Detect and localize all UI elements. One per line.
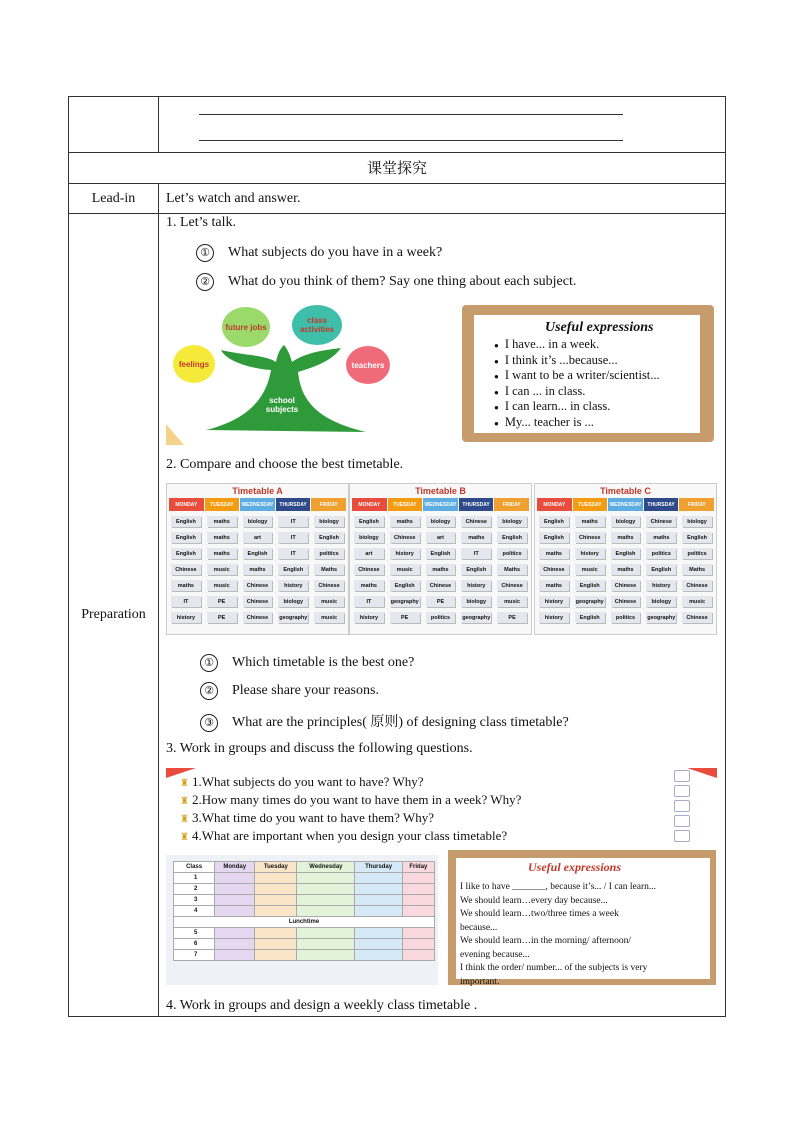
timetable-cell: history bbox=[390, 548, 420, 559]
timetable-cell: music bbox=[314, 596, 344, 607]
useful-expression-line: We should learn…in the morning/ afternoon/ bbox=[460, 936, 631, 946]
discussion-question bbox=[180, 810, 434, 826]
timetable-cell: biology bbox=[682, 516, 712, 527]
day-header: TUESDAY bbox=[388, 498, 423, 511]
timetable-cell: English bbox=[278, 564, 308, 575]
bullet-icon: ● bbox=[494, 356, 499, 366]
timetable-cell: biology bbox=[354, 532, 384, 543]
timetable-cell: Chinese bbox=[611, 580, 641, 591]
timetable-cell: politics bbox=[426, 612, 456, 623]
circle-number: ③ bbox=[200, 714, 218, 732]
timetable-cell: Chinese bbox=[354, 564, 384, 575]
day-header: THURSDAY bbox=[459, 498, 494, 511]
trunk-label: school subjects bbox=[265, 396, 299, 414]
timetable-cell: maths bbox=[207, 516, 237, 527]
question-text: 3.What time do you want to have them? Why? bbox=[191, 810, 434, 825]
trophy-icon: ♜ bbox=[180, 778, 189, 789]
blank-cell: 1 bbox=[174, 873, 215, 884]
timetable-cell: history bbox=[171, 612, 201, 623]
timetable-cell: English bbox=[461, 564, 491, 575]
timetable-cell: Chinese bbox=[243, 612, 273, 623]
circle-number: ① bbox=[200, 654, 218, 672]
timetable-cell: music bbox=[207, 580, 237, 591]
discussion-question bbox=[180, 774, 424, 790]
useful-expression-item bbox=[494, 399, 610, 414]
question-text: What do you think of them? Say one thing about each subject. bbox=[228, 274, 577, 290]
timetable-cell: Chinese bbox=[497, 580, 527, 591]
timetable-cell: history bbox=[575, 548, 605, 559]
timetable-cell: music bbox=[497, 596, 527, 607]
leadin-label: Lead-in bbox=[69, 184, 159, 213]
timetable-cell: IT bbox=[171, 596, 201, 607]
groups-heading: 3. Work in groups and discuss the following questions. bbox=[166, 741, 473, 756]
bubble-feelings: feelings bbox=[173, 345, 215, 383]
timetable-cell: English bbox=[575, 612, 605, 623]
timetable-cell: English bbox=[575, 580, 605, 591]
timetable-cell: English bbox=[682, 532, 712, 543]
timetable-cell: biology bbox=[426, 516, 456, 527]
timetable-c bbox=[534, 483, 717, 635]
timetable-cell: IT bbox=[461, 548, 491, 559]
side-toolbar bbox=[674, 770, 690, 842]
timetable-cell: biology bbox=[497, 516, 527, 527]
timetable-cell: English bbox=[243, 548, 273, 559]
timetable-cell: Chinese bbox=[171, 564, 201, 575]
useful-expression-line: I like to have _______, because it’s... / I can learn... bbox=[460, 882, 657, 892]
blank-cell bbox=[297, 939, 355, 950]
question-text: What are the principles( 原则) of designing class timetable? bbox=[232, 715, 569, 730]
blank-cell bbox=[215, 939, 255, 950]
bubble-class-activities: class activities bbox=[292, 305, 342, 345]
timetable-cell: history bbox=[354, 612, 384, 623]
blank-cell: 6 bbox=[174, 939, 215, 950]
timetable-cell: music bbox=[390, 564, 420, 575]
section-title: 课堂探究 bbox=[366, 159, 427, 177]
blank-cell bbox=[255, 895, 297, 906]
timetable-cell: geography bbox=[575, 596, 605, 607]
blank-header-cell: Friday bbox=[402, 862, 434, 873]
expression-text: I can learn... in class. bbox=[504, 399, 611, 413]
blank-cell bbox=[255, 873, 297, 884]
blank-cell bbox=[297, 895, 355, 906]
timetable-cell: English bbox=[539, 532, 569, 543]
timetable-cell: biology bbox=[646, 596, 676, 607]
blank-cell bbox=[355, 939, 402, 950]
empty-cell bbox=[69, 97, 159, 152]
circle-number: ② bbox=[196, 273, 214, 291]
design-heading: 4. Work in groups and design a weekly class timetable . bbox=[166, 998, 478, 1013]
discussion-question bbox=[180, 828, 507, 844]
toolbar-icon[interactable] bbox=[674, 815, 690, 827]
blank-cell bbox=[402, 873, 434, 884]
timetable-cell: maths bbox=[207, 532, 237, 543]
discussion-panel bbox=[166, 768, 717, 986]
timetable-cell: IT bbox=[278, 548, 308, 559]
answer-line bbox=[199, 140, 623, 141]
useful-expression-item bbox=[494, 353, 618, 368]
day-header: FRIDAY bbox=[679, 498, 714, 511]
blank-cell bbox=[255, 928, 297, 939]
toolbar-icon[interactable] bbox=[674, 830, 690, 842]
timetable-cell: Chinese bbox=[426, 580, 456, 591]
circle-number: ② bbox=[200, 682, 218, 700]
useful-expression-item bbox=[494, 337, 599, 352]
timetable-cell: music bbox=[314, 612, 344, 623]
blank-cell bbox=[355, 928, 402, 939]
blank-cell bbox=[297, 873, 355, 884]
trophy-icon: ♜ bbox=[180, 832, 189, 843]
timetable-cell: art bbox=[243, 532, 273, 543]
compare-question-1 bbox=[200, 654, 414, 672]
useful-expression-line: because... bbox=[460, 922, 498, 933]
toolbar-icon[interactable] bbox=[674, 800, 690, 812]
blank-header-cell: Class bbox=[174, 862, 215, 873]
blank-cell bbox=[402, 895, 434, 906]
day-header: MONDAY bbox=[537, 498, 572, 511]
timetable-cell: English bbox=[171, 548, 201, 559]
timetable-cell: Maths bbox=[314, 564, 344, 575]
timetable-cell: art bbox=[426, 532, 456, 543]
timetable-cell: history bbox=[461, 580, 491, 591]
timetable-cell: maths bbox=[461, 532, 491, 543]
toolbar-icon[interactable] bbox=[674, 770, 690, 782]
bubble-future-jobs: future jobs bbox=[222, 307, 270, 347]
blank-header-cell: Wednesday bbox=[297, 862, 355, 873]
blank-cell: 5 bbox=[174, 928, 215, 939]
blank-cell bbox=[255, 906, 297, 917]
timetable-cell: geography bbox=[646, 612, 676, 623]
expression-text: I have... in a week. bbox=[504, 337, 600, 351]
timetable-cell: history bbox=[646, 580, 676, 591]
timetable-cell: geography bbox=[461, 612, 491, 623]
day-header: WEDNESDAY bbox=[423, 498, 458, 511]
timetable-cell: biology bbox=[314, 516, 344, 527]
bullet-icon: ● bbox=[494, 372, 499, 381]
timetable-cell: Chinese bbox=[243, 596, 273, 607]
day-header: TUESDAY bbox=[205, 498, 240, 511]
blank-cell bbox=[297, 928, 355, 939]
useful-expression-line: We should learn…every day because... bbox=[460, 895, 608, 906]
timetable-cell: art bbox=[354, 548, 384, 559]
blank-header-cell: Thursday bbox=[355, 862, 402, 873]
timetable-cell: Maths bbox=[497, 564, 527, 575]
blank-cell bbox=[402, 884, 434, 895]
preparation-label: Preparation bbox=[69, 214, 159, 1016]
useful-expression-item bbox=[494, 384, 585, 399]
timetable-cell: maths bbox=[243, 564, 273, 575]
day-header: FRIDAY bbox=[494, 498, 529, 511]
discussion-question bbox=[180, 792, 521, 808]
timetable-cell: biology bbox=[611, 516, 641, 527]
timetable-cell: English bbox=[171, 516, 201, 527]
timetable-cell: politics bbox=[646, 548, 676, 559]
question-text: 1.What subjects do you want to have? Why? bbox=[191, 774, 424, 789]
timetable-cell: politics bbox=[611, 612, 641, 623]
blank-cell bbox=[255, 884, 297, 895]
blank-cell bbox=[355, 906, 402, 917]
compare-question-2 bbox=[200, 682, 379, 700]
timetable-cell: Chinese bbox=[646, 516, 676, 527]
timetable-cell: English bbox=[539, 516, 569, 527]
timetable-cell: maths bbox=[539, 548, 569, 559]
timetable-cell: Maths bbox=[682, 564, 712, 575]
timetable-title: Timetable B bbox=[415, 486, 466, 496]
blank-cell bbox=[215, 906, 255, 917]
day-header: THURSDAY bbox=[276, 498, 311, 511]
timetable-cell: maths bbox=[575, 516, 605, 527]
bullet-icon: ● bbox=[494, 418, 499, 428]
blank-header-cell: Monday bbox=[215, 862, 255, 873]
day-header: THURSDAY bbox=[644, 498, 679, 511]
timetable-cell: music bbox=[575, 564, 605, 575]
talk-question-2 bbox=[196, 273, 576, 291]
trophy-icon: ♜ bbox=[180, 814, 189, 825]
blank-cell bbox=[355, 884, 402, 895]
circle-number: ① bbox=[196, 244, 214, 262]
timetable-cell: PE bbox=[390, 612, 420, 623]
day-header: MONDAY bbox=[169, 498, 204, 511]
compare-question-3 bbox=[200, 711, 569, 732]
lunchtime-row: Lunchtime bbox=[174, 917, 435, 928]
timetable-cell: geography bbox=[278, 612, 308, 623]
timetable-cell: Chinese bbox=[539, 564, 569, 575]
blank-cell: 2 bbox=[174, 884, 215, 895]
timetable-cell: biology bbox=[278, 596, 308, 607]
timetable-cell: PE bbox=[207, 612, 237, 623]
useful-expressions-title: Useful expressions bbox=[545, 320, 654, 335]
useful-expression-line: I think the order/ number... of the subjects is very bbox=[460, 963, 648, 973]
timetable-cell: maths bbox=[390, 516, 420, 527]
timetable-cell: politics bbox=[497, 548, 527, 559]
timetable-cell: politics bbox=[682, 548, 712, 559]
timetable-cell: Chinese bbox=[314, 580, 344, 591]
question-text: Which timetable is the best one? bbox=[232, 655, 415, 671]
blank-cell bbox=[297, 884, 355, 895]
useful-expression-item bbox=[494, 368, 660, 383]
blank-cell bbox=[215, 895, 255, 906]
timetable-cell: geography bbox=[390, 596, 420, 607]
bullet-icon: ● bbox=[494, 387, 499, 397]
timetable-cell: English bbox=[390, 580, 420, 591]
timetable-cell: Chinese bbox=[611, 596, 641, 607]
timetable-cell: maths bbox=[611, 532, 641, 543]
timetable-cell: IT bbox=[354, 596, 384, 607]
timetable-cell: English bbox=[314, 532, 344, 543]
blank-cell bbox=[402, 939, 434, 950]
timetable-cell: history bbox=[539, 612, 569, 623]
bubble-teachers: teachers bbox=[346, 346, 390, 384]
expression-text: I want to be a writer/scientist... bbox=[504, 368, 660, 382]
bullet-icon: ● bbox=[494, 403, 499, 412]
blank-cell bbox=[297, 906, 355, 917]
compare-heading: 2. Compare and choose the best timetable. bbox=[166, 457, 404, 472]
timetable-a bbox=[166, 483, 349, 635]
timetable-cell: maths bbox=[171, 580, 201, 591]
expression-text: My... teacher is ... bbox=[504, 414, 594, 429]
timetable-cell: maths bbox=[207, 548, 237, 559]
timetable-cell: English bbox=[171, 532, 201, 543]
blank-cell bbox=[355, 895, 402, 906]
day-header: FRIDAY bbox=[311, 498, 346, 511]
timetable-cell: maths bbox=[354, 580, 384, 591]
timetable-cell: Chinese bbox=[461, 516, 491, 527]
timetable-title: Timetable C bbox=[600, 486, 651, 496]
toolbar-icon[interactable] bbox=[674, 785, 690, 797]
question-text: What subjects do you have in a week? bbox=[228, 245, 443, 261]
day-header: MONDAY bbox=[352, 498, 387, 511]
blank-cell bbox=[255, 939, 297, 950]
timetable-cell: maths bbox=[426, 564, 456, 575]
bullet-icon: ● bbox=[494, 341, 499, 350]
timetable-cell: English bbox=[646, 564, 676, 575]
timetable-cell: maths bbox=[539, 580, 569, 591]
blank-cell bbox=[402, 950, 434, 961]
timetable-cell: English bbox=[611, 548, 641, 559]
timetable-cell: Chinese bbox=[682, 612, 712, 623]
answer-line bbox=[199, 114, 623, 115]
timetable-cell: PE bbox=[207, 596, 237, 607]
timetable-cell: Chinese bbox=[575, 532, 605, 543]
blank-cell bbox=[215, 884, 255, 895]
blank-cell bbox=[255, 950, 297, 961]
day-header: WEDNESDAY bbox=[608, 498, 643, 511]
blank-cell: 3 bbox=[174, 895, 215, 906]
useful-expressions-board-2 bbox=[448, 850, 716, 985]
talk-question-1 bbox=[196, 244, 442, 262]
timetable-cell: history bbox=[539, 596, 569, 607]
useful-expression-item bbox=[494, 415, 594, 430]
blank-cell bbox=[215, 950, 255, 961]
timetable-cell: IT bbox=[278, 516, 308, 527]
timetable-cell: English bbox=[354, 516, 384, 527]
blank-cell bbox=[215, 873, 255, 884]
blank-cell: 4 bbox=[174, 906, 215, 917]
blank-cell bbox=[355, 873, 402, 884]
answer-lines-row bbox=[69, 97, 725, 153]
timetable-cell: maths bbox=[646, 532, 676, 543]
blank-timetable-grid bbox=[173, 861, 435, 961]
expression-text: I think it’s ...because... bbox=[504, 352, 618, 367]
timetable-cell: IT bbox=[278, 532, 308, 543]
expression-text: I can ... in class. bbox=[504, 383, 586, 398]
timetable-cell: Chinese bbox=[682, 580, 712, 591]
blank-cell bbox=[402, 928, 434, 939]
timetable-cell: politics bbox=[314, 548, 344, 559]
blank-cell bbox=[215, 928, 255, 939]
timetable-cell: Chinese bbox=[243, 580, 273, 591]
timetable-cell: biology bbox=[461, 596, 491, 607]
useful-expression-line: We should learn…two/three times a week bbox=[460, 909, 619, 919]
timetable-b bbox=[349, 483, 532, 635]
question-text: 4.What are important when you design your class timetable? bbox=[191, 828, 508, 843]
blank-cell: 7 bbox=[174, 950, 215, 961]
blank-cell bbox=[297, 950, 355, 961]
useful-expressions-title-2: Useful expressions bbox=[528, 860, 622, 874]
question-text: Please share your reasons. bbox=[232, 683, 379, 699]
blank-cell bbox=[355, 950, 402, 961]
talk-heading: 1. Let’s talk. bbox=[166, 215, 236, 230]
timetable-cell: PE bbox=[426, 596, 456, 607]
day-header: WEDNESDAY bbox=[240, 498, 275, 511]
day-header: TUESDAY bbox=[573, 498, 608, 511]
useful-expression-line: evening because... bbox=[460, 949, 530, 960]
blank-header-cell: Tuesday bbox=[255, 862, 297, 873]
timetable-cell: PE bbox=[497, 612, 527, 623]
timetable-cell: English bbox=[497, 532, 527, 543]
leadin-text: Let’s watch and answer. bbox=[166, 191, 301, 206]
timetable-cell: English bbox=[426, 548, 456, 559]
timetable-cell: music bbox=[207, 564, 237, 575]
question-text: 2.How many times do you want to have them in a week? Why? bbox=[191, 792, 522, 807]
trophy-icon: ♜ bbox=[180, 796, 189, 807]
blank-cell bbox=[402, 906, 434, 917]
timetable-cell: maths bbox=[611, 564, 641, 575]
timetable-cell: Chinese bbox=[390, 532, 420, 543]
useful-expression-line: important. bbox=[460, 976, 500, 987]
timetable-cell: biology bbox=[243, 516, 273, 527]
timetable-cell: music bbox=[682, 596, 712, 607]
timetable-title: Timetable A bbox=[232, 486, 283, 496]
timetable-cell: history bbox=[278, 580, 308, 591]
